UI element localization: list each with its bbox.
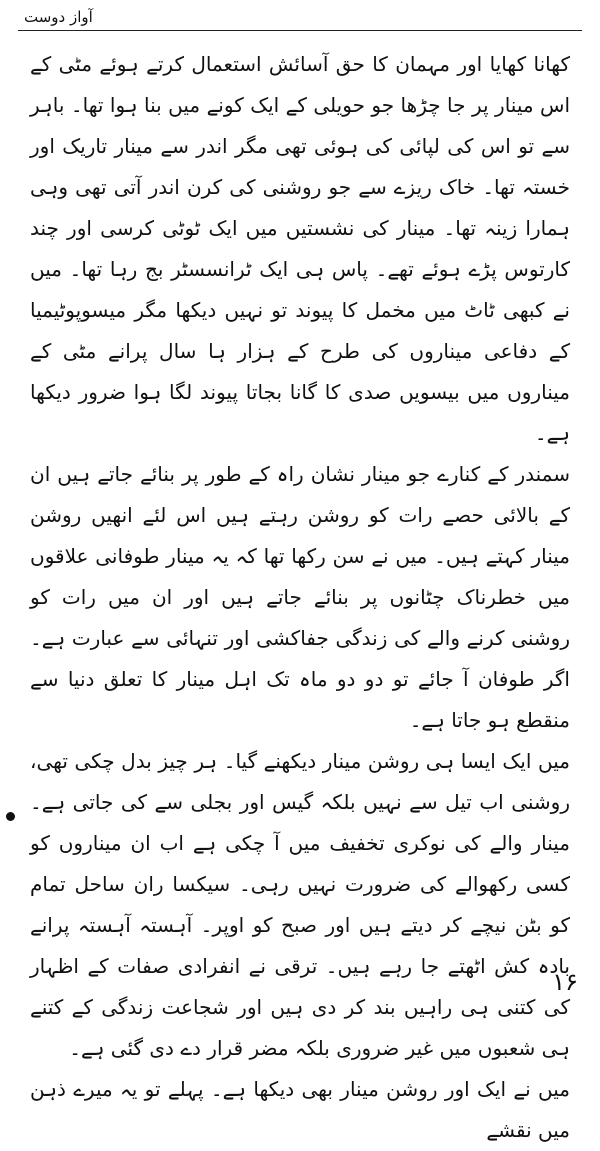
header-rule — [18, 30, 582, 31]
margin-dot-mark — [6, 812, 15, 821]
running-header: آواز دوست — [24, 8, 93, 26]
page-number: ۱۶ — [552, 968, 578, 996]
paragraph-2: سمندر کے کنارے جو مینار نشان راہ کے طور پر بنائے جاتے ہیں ان کے بالائی حصے رات کو روشن رہتے ہیں اس لئے انھیں روشن مینار کہتے ہیں۔ میں نے سن رکھا تھا کہ یہ مینار طوفانی علاقوں میں خطرناک چٹانوں پر بنائے جاتے ہیں اور ان میں رات کو روشنی کرنے والے کی زندگی جفاکشی اور تنہائی سے عبارت ہے۔ اگر طوفان آ جائے تو دو دو ماہ تک اہل مینار کا تعلق دنیا سے منقطع ہو جاتا ہے۔ — [30, 462, 570, 732]
paragraph-4: میں نے ایک اور روشن مینار بھی دیکھا ہے۔ پہلے تو یہ میرے ذہن میں نقشے — [30, 1077, 570, 1142]
paragraph-1: کھانا کھایا اور مہمان کا حق آسائش استعمال کرتے ہوئے مٹی کے اس مینار پر جا چڑھا جو حویلی کے ایک کونے میں بنا ہوا تھا۔ باہر سے تو اس کی لپائی کی ہوئی تھی مگر اندر سے مینار تاریک اور خستہ تھا۔ خاک ریزے سے جو روشنی کی کرن اندر آتی تھی وہی ہمارا زینہ تھا۔ مینار کی نشستیں میں ایک ٹوٹی کرسی اور چند کارتوس پڑے ہوئے تھے۔ پاس ہی ایک ٹرانسسٹر بج رہا تھا۔ میں نے کبھی ٹاٹ میں مخمل کا پیوند تو نہیں دیکھا مگر میسوپوٹیمیا کے دفاعی میناروں کی طرح کے ہزار ہا سال پرانے مٹی کے میناروں میں بیسویں صدی کا گانا بجاتا پیوند لگا ہوا ضرور دیکھا ہے۔ — [30, 52, 570, 445]
paragraph-3: میں ایک ایسا ہی روشن مینار دیکھنے گیا۔ ہر چیز بدل چکی تھی، روشنی اب تیل سے نہیں بلکہ گیس اور بجلی سے کی جاتی ہے۔ مینار والے کی نوکری تخفیف میں آ چکی ہے اب ان میناروں کو کسی رکھوالے کی ضرورت نہیں رہی۔ سیکسا ران ساحل تمام کو بٹن نیچے کر دیتے ہیں اور صبح کو اوپر۔ آہستہ آہستہ پرانے بادہ کش اٹھتے جا رہے ہیں۔ ترقی نے انفرادی صفات کے اظہار کی کتنی ہی راہیں بند کر دی ہیں اور شجاعت زندگی کے کتنے ہی شعبوں میں غیر ضروری بلکہ مضر قرار دے دی گئی ہے۔ — [30, 749, 570, 1060]
body-text — [30, 44, 570, 1151]
